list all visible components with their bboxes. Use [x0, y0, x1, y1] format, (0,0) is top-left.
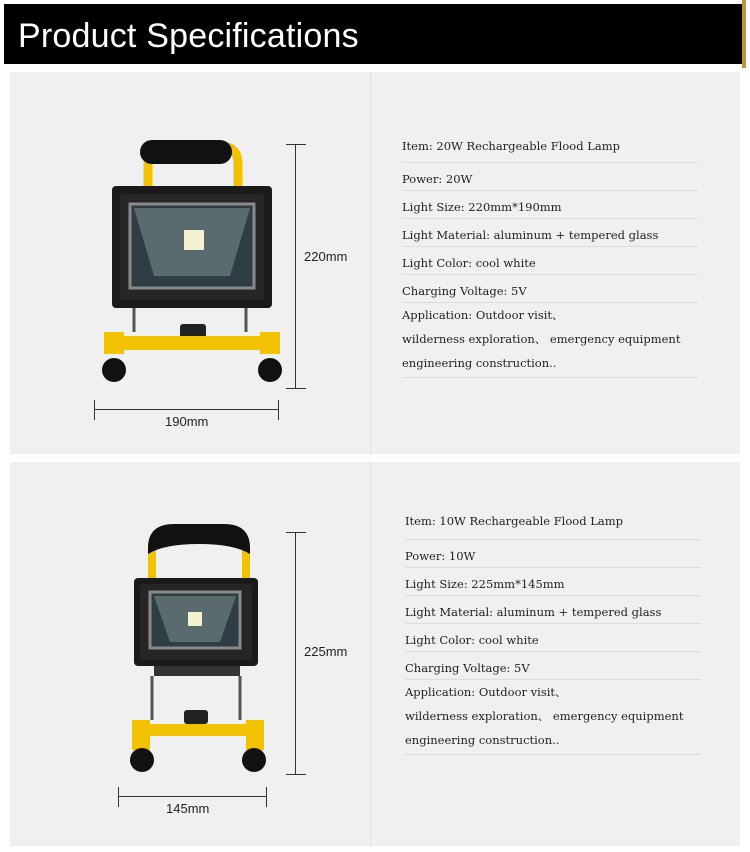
panel-divider [370, 462, 371, 846]
spec-power: Power: 20W [402, 163, 698, 191]
spec-item: Item: 10W Rechargeable Flood Lamp [405, 508, 701, 540]
spec-list [405, 508, 701, 755]
spec-light-size: Light Size: 225mm*145mm [405, 568, 701, 596]
width-dimension-tick-right [266, 787, 267, 807]
spec-light-material: Light Material: aluminum + tempered glass [402, 219, 698, 247]
page-header [0, 0, 750, 68]
width-dimension-line [94, 409, 278, 410]
flood-lamp-20w-image [90, 134, 290, 394]
spec-power: Power: 10W [405, 540, 701, 568]
height-dimension-tick-top [286, 144, 306, 145]
spec-item: Item: 20W Rechargeable Flood Lamp [402, 134, 698, 163]
height-dimension-tick-top [286, 532, 306, 533]
flood-lamp-10w-image [114, 520, 284, 782]
width-label: 190mm [165, 414, 209, 429]
width-dimension-tick-right [278, 400, 279, 420]
height-dimension-tick-bottom [286, 774, 306, 775]
spec-list [402, 134, 698, 378]
spec-light-color: Light Color: cool white [405, 624, 701, 652]
product-panel-10w [10, 462, 740, 846]
spec-application-line3: engineering construction.. [402, 351, 698, 378]
spec-charging-voltage: Charging Voltage: 5V [405, 652, 701, 680]
height-dimension-tick-bottom [286, 388, 306, 389]
height-dimension-line [295, 144, 296, 388]
spec-application-line3: engineering construction.. [405, 728, 701, 755]
product-panel-20w [10, 72, 740, 454]
width-dimension-line [118, 796, 266, 797]
spec-application-line2: wilderness exploration、 emergency equipment [402, 332, 681, 346]
panel-divider [370, 72, 371, 454]
width-label: 145mm [166, 801, 210, 816]
spec-application: Application: Outdoor visit、 [405, 685, 567, 699]
header-bar [4, 4, 746, 64]
width-dimension-tick-left [94, 400, 95, 420]
header-accent-stripe [742, 0, 746, 68]
width-dimension-tick-left [118, 787, 119, 807]
page-title: Product Specifications [18, 17, 359, 55]
spec-light-material: Light Material: aluminum + tempered glass [405, 596, 701, 624]
height-label: 225mm [304, 644, 348, 659]
spec-light-color: Light Color: cool white [402, 247, 698, 275]
spec-application-line2: wilderness exploration、 emergency equipment [405, 709, 684, 723]
height-dimension-line [295, 532, 296, 774]
height-label: 220mm [304, 249, 348, 264]
spec-charging-voltage: Charging Voltage: 5V [402, 275, 698, 303]
spec-application: Application: Outdoor visit、 [402, 308, 564, 322]
spec-light-size: Light Size: 220mm*190mm [402, 191, 698, 219]
